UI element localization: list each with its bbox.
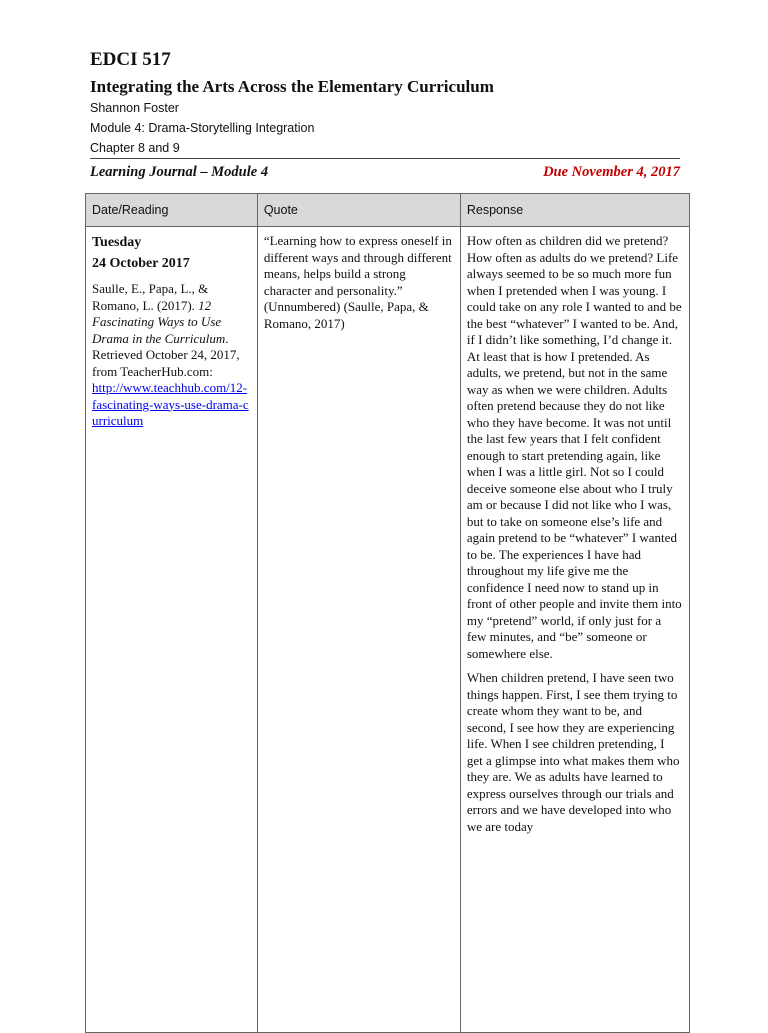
citation-retrieved: . Retrieved October 24, 2017, from TeacherHub.com:	[92, 330, 240, 379]
response-paragraph-1: How often as children did we pretend? How often as adults do we pretend? Life always seemed to be so much more fun when I pretended when I was young. I could take on any role I wanted to and be the best “whatever” I wanted to be. And, if I didn’t like something, I’d change it. At least that is how I pretended. As adults, we pretend, but not in the same way as when we were children. Adults often pretend because they do not like who they have become. It was not until the last few years that I felt confident enough to start pretending again, like when I was a little girl. Not so I could deceive someone else about who I truly am or because I did not like who I was, but to take on someone else’s life and again pretend to be “whatever” I wanted to be. The experiences I have had throughout my life give me the confidence I need now to stand up in front of other people and invite them into my “pretend” world, if only just for a few minutes, and “be” someone or somewhere else.	[466, 233, 682, 661]
journal-title-row	[90, 164, 680, 181]
quote-text: “Learning how to express oneself in different ways and through different means, helps build a strong character and personality.” (Unnumbered) (Saulle, Papa, & Romano, 2017)	[263, 233, 452, 331]
citation-link[interactable]: http://www.teachhub.com/12-fascinating-ways-use-drama-curriculum	[92, 380, 249, 428]
entry-day: Tuesday	[92, 235, 142, 250]
author-name: Shannon Foster	[90, 101, 179, 115]
response-cell	[460, 227, 689, 1033]
header-response: Response	[460, 194, 689, 227]
citation-title: 12 Fascinating Ways to Use Drama in the Curriculum	[92, 297, 226, 346]
module-name: Module 4: Drama-Storytelling Integration	[90, 121, 315, 135]
citation-authors: Saulle, E., Papa, L., & Romano, L. (2017).	[92, 281, 209, 313]
learning-journal-table	[85, 193, 690, 1033]
response-text	[467, 233, 683, 1028]
chapters: Chapter 8 and 9	[90, 141, 180, 155]
header-divider	[90, 158, 680, 159]
due-date: Due November 4, 2017	[543, 164, 680, 180]
response-paragraph-2: When children pretend, I have seen two things happen. First, I see them trying to create whom they want to be, and second, I see how they are experiencing life. When I see children pretending, I get a glimpse into what makes them who they are. We as adults have learned to express ourselves through our trials and errors and we have developed into who we are today	[466, 670, 680, 834]
quote-cell	[257, 227, 460, 1033]
header-quote: Quote	[257, 194, 460, 227]
journal-title: Learning Journal – Module 4	[90, 164, 269, 180]
course-code: EDCI 517	[90, 49, 171, 70]
table-header-row	[86, 194, 690, 227]
entry-date: 24 October 2017	[92, 256, 190, 271]
citation	[92, 281, 251, 430]
document-header	[90, 48, 680, 158]
table-row	[86, 227, 690, 1033]
course-title: Integrating the Arts Across the Elementary Curriculum	[90, 77, 494, 96]
date-reading-cell	[86, 227, 258, 1033]
header-date-reading: Date/Reading	[86, 194, 258, 227]
